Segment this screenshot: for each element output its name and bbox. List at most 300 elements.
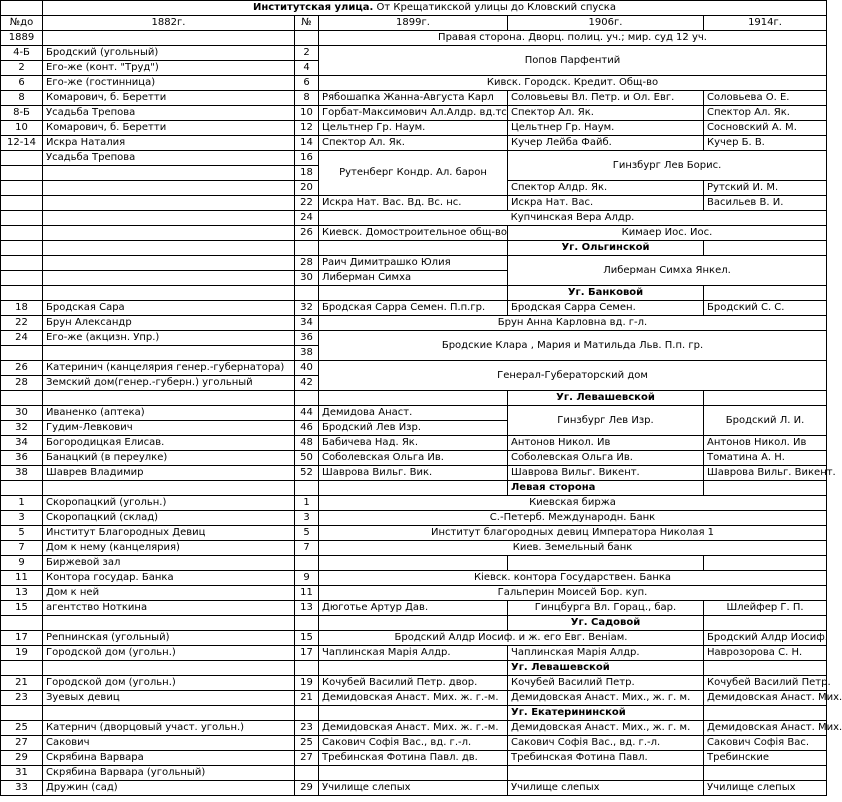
table-cell [43,196,295,211]
table-cell: 10 [295,106,319,121]
table-cell: Кіевск. контора Государствен. Банка [319,571,827,586]
table-row [1,76,827,91]
table-cell: 28 [295,256,319,271]
table-cell: 3 [295,511,319,526]
table-cell [295,391,319,406]
table-cell [295,766,319,781]
table-cell: Бродская Сарра Семен. П.п.гр. [319,301,508,316]
table-cell [1,196,43,211]
table-cell: Биржевой зал [43,556,295,571]
table-cell: 6 [295,76,319,91]
table-cell: Наврозорова С. Н. [704,646,827,661]
table-cell [319,556,508,571]
table-cell: 22 [1,316,43,331]
table-cell [704,241,827,256]
table-cell: Банацкий (в переулке) [43,451,295,466]
table-cell: 27 [1,736,43,751]
table-cell: Киевская биржа [319,496,827,511]
table-cell: Контора государ. Банка [43,571,295,586]
table-cell [704,481,827,496]
table-row [1,226,827,241]
table-cell: Городской дом (угольн.) [43,676,295,691]
table-cell: 36 [295,331,319,346]
table-cell [704,661,827,676]
header-1906: 1906г. [508,16,704,31]
table-cell: Сакович [43,736,295,751]
header-num-old: №до [1,16,43,31]
table-row [1,391,827,406]
table-cell [295,616,319,631]
header-1882: 1882г. [43,16,295,31]
table-cell: Искра Наталия [43,136,295,151]
table-cell: 46 [295,421,319,436]
table-cell: Брун Анна Карловна вд. г-л. [319,316,827,331]
table-cell: Требинская Фотина Павл. [508,751,704,766]
table-row [1,466,827,481]
table-cell: Горбат-Максимович Ал.Алдр. вд.тс [319,106,508,121]
table-cell: 9 [295,571,319,586]
table-cell: Шаврова Вильг. Викент. [508,466,704,481]
header-row [1,16,827,31]
table-cell [704,616,827,631]
table-cell: 15 [295,631,319,646]
table-cell: 33 [1,781,43,796]
header-1914: 1914г. [704,16,827,31]
table-cell: 3 [1,511,43,526]
table-cell: Дом к ней [43,586,295,601]
table-cell: Томатина А. Н. [704,451,827,466]
title-row [1,1,827,16]
table-cell: Либерман Симха [319,271,508,286]
table-cell: 1 [295,496,319,511]
table-cell: 27 [295,751,319,766]
table-cell: Сакович Софія Вас. [704,736,827,751]
table-row [1,46,827,61]
table-row [1,496,827,511]
table-cell [43,166,295,181]
table-cell: Требинские [704,751,827,766]
table-cell: 17 [1,631,43,646]
table-cell: Бродский Лев Изр. [319,421,508,436]
table-row [1,661,827,676]
table-cell: 30 [1,406,43,421]
table-cell: 19 [295,676,319,691]
table-cell [43,706,295,721]
table-cell [295,241,319,256]
table-cell [704,766,827,781]
table-cell: Катернич (дворцовый участ. угольн.) [43,721,295,736]
table-cell [43,481,295,496]
title-street-name: Институтская улица. [253,2,374,13]
table-cell: 2 [1,61,43,76]
table-cell [508,766,704,781]
table-cell: Спектор Алдр. Як. [508,181,704,196]
table-cell: Демидовская Анаст. Мих. ж. г.-м. [319,721,508,736]
table-row [1,736,827,751]
table-cell: Скрябина Варвара (угольный) [43,766,295,781]
table-cell: Училище слепых [704,781,827,796]
table-cell: 50 [295,451,319,466]
table-cell: Иваненко (аптека) [43,406,295,421]
table-cell: 32 [1,421,43,436]
table-cell: Либерман Симха Янкел. [508,256,827,286]
table-cell: 29 [1,751,43,766]
table-row [1,31,827,46]
table-cell: Дюготье Артур Дав. [319,601,508,616]
table-cell: 7 [1,541,43,556]
table-cell [319,391,508,406]
table-row [1,241,827,256]
table-cell: Демидовская Анаст. Мих. ж. г.-м. [319,691,508,706]
table-cell: Училище слепых [319,781,508,796]
table-cell [43,346,295,361]
table-cell: Институт благородных девиц Императора Николая 1 [319,526,827,541]
table-cell: 34 [295,316,319,331]
table-cell: Киев. Земельный банк [319,541,827,556]
table-cell: 23 [1,691,43,706]
table-cell: 44 [295,406,319,421]
table-cell: 13 [295,601,319,616]
table-cell: 1889 [1,31,43,46]
table-cell: Городской дом (угольн.) [43,646,295,661]
table-cell: Репнинская (угольный) [43,631,295,646]
table-cell [43,226,295,241]
table-cell: Антонов Никол. Ив [704,436,827,451]
title-description: От Крещатикской улицы до Кловский спуска [373,2,616,13]
table-cell [319,241,508,256]
table-cell [1,391,43,406]
table-cell: Чаплинская Марія Алдр. [508,646,704,661]
table-cell: 28 [1,376,43,391]
table-cell: Цельтнер Гр. Наум. [319,121,508,136]
table-cell [43,391,295,406]
table-cell: Уг. Ольгинской [508,241,704,256]
table-cell: Комарович, б. Беретти [43,121,295,136]
table-cell: Рутенберг Кондр. Ал. барон [319,151,508,196]
table-row [1,406,827,421]
table-cell: 11 [295,586,319,601]
table-cell: Сакович Софія Вас., вд. г.-л. [319,736,508,751]
header-num: № [295,16,319,31]
table-cell: 26 [1,361,43,376]
table-row [1,316,827,331]
table-cell: 25 [295,736,319,751]
table-cell: 10 [1,121,43,136]
table-cell: Гинзбург Лев Борис. [508,151,827,181]
table-cell: Гудим-Левкович [43,421,295,436]
table-cell: Уг. Банковой [508,286,704,301]
table-cell [1,166,43,181]
table-cell: Спектор Ал. Як. [704,106,827,121]
table-cell [319,481,508,496]
table-cell: Спектор Ал. Як. [508,106,704,121]
table-cell: Киевск. Домостроительное общ-во [319,226,508,241]
table-cell [1,181,43,196]
table-cell [1,616,43,631]
table-cell: Спектор Ал. Як. [319,136,508,151]
table-cell: Катеринич (канцелярия генер.-губернатора) [43,361,295,376]
table-row [1,286,827,301]
table-cell [43,286,295,301]
table-cell [295,556,319,571]
table-cell: Его-же (акцизн. Упр.) [43,331,295,346]
table-cell: Шаврова Вильг. Вик. [319,466,508,481]
table-cell: 13 [1,586,43,601]
table-cell [1,286,43,301]
table-cell: 42 [295,376,319,391]
table-cell: Кочубей Василий Петр. [508,676,704,691]
table-cell: Скоропацкий (угольн.) [43,496,295,511]
table-cell: Кучер Б. В. [704,136,827,151]
table-cell: Бродская Сара [43,301,295,316]
table-cell: 5 [295,526,319,541]
table-cell: Гальперин Моисей Бор. куп. [319,586,827,601]
table-cell [508,556,704,571]
table-cell: 36 [1,451,43,466]
table-cell: 12-14 [1,136,43,151]
table-cell [1,271,43,286]
table-cell: Соболевская Ольга Ив. [508,451,704,466]
table-cell: 38 [295,346,319,361]
table-cell: Цельтнер Гр. Наум. [508,121,704,136]
table-cell: Рябошапка Жанна-Августа Карл [319,91,508,106]
table-cell [43,616,295,631]
table-cell: 1 [1,496,43,511]
table-cell: Шаврова Вильг. Викент. [704,466,827,481]
table-cell: Зуевых девиц [43,691,295,706]
table-cell: Купчинская Вера Алдр. [319,211,827,226]
table-cell: Искра Нат. Вас. Вд. Вс. нс. [319,196,508,211]
table-cell: 16 [295,151,319,166]
table-row [1,766,827,781]
table-cell: Уг. Екатерининской [508,706,704,721]
table-row [1,481,827,496]
table-cell: Бродский Алдр Иосиф. и ж. его Евг. Веніам. [319,631,704,646]
table-cell: 38 [1,466,43,481]
table-cell: Соболевская Ольга Ив. [319,451,508,466]
table-cell: 24 [295,211,319,226]
table-row [1,136,827,151]
table-row [1,256,827,271]
table-cell [43,181,295,196]
table-cell: Раич Димитрашко Юлия [319,256,508,271]
table-cell: 15 [1,601,43,616]
table-cell: Сакович Софія Вас., вд. г.-л. [508,736,704,751]
table-cell [43,211,295,226]
table-cell [319,286,508,301]
table-row [1,631,827,646]
table-cell [295,661,319,676]
table-row [1,676,827,691]
table-cell [319,661,508,676]
table-cell: Уг. Левашевской [508,391,704,406]
table-row [1,781,827,796]
table-cell [1,241,43,256]
table-cell: Скоропацкий (склад) [43,511,295,526]
table-cell [1,346,43,361]
table-cell: 14 [295,136,319,151]
table-row [1,451,827,466]
table-cell: 30 [295,271,319,286]
table-cell: Рутский И. М. [704,181,827,196]
table-cell: Бродский (угольный) [43,46,295,61]
table-cell: 8-Б [1,106,43,121]
table-cell: 52 [295,466,319,481]
table-row [1,196,827,211]
table-cell: 21 [1,676,43,691]
table-row [1,361,827,376]
table-row [1,436,827,451]
table-cell: Генерал-Губераторский дом [319,361,827,391]
table-cell [319,706,508,721]
table-row [1,511,827,526]
table-row [1,721,827,736]
table-cell: 4-Б [1,46,43,61]
table-cell: 12 [295,121,319,136]
table-row [1,106,827,121]
table-cell: Демидовская Анаст. Мих., ж. г. м. [508,721,704,736]
table-cell: Кочубей Василий Петр. [704,676,827,691]
table-cell [1,226,43,241]
table-cell: Левая сторона [508,481,704,496]
table-cell: Демидова Анаст. [319,406,508,421]
table-cell: 2 [295,46,319,61]
table-cell: 18 [1,301,43,316]
table-cell: Искра Нат. Вас. [508,196,704,211]
table-cell [1,661,43,676]
table-cell: 40 [295,361,319,376]
table-row [1,331,827,346]
table-cell: Усадьба Трепова [43,106,295,121]
table-cell: Бродская Сарра Семен. [508,301,704,316]
table-cell: 29 [295,781,319,796]
table-cell [704,556,827,571]
table-cell: Попов Парфентий [319,46,827,76]
table-cell: Кучер Лейба Файб. [508,136,704,151]
table-cell: Кочубей Василий Петр. двор. [319,676,508,691]
table-cell [1,151,43,166]
table-cell [43,661,295,676]
table-cell: Кивск. Городск. Кредит. Общ-во [319,76,827,91]
table-cell: 22 [295,196,319,211]
table-row [1,301,827,316]
table-cell: Шаврев Владимир [43,466,295,481]
table-cell: Демидовская Анаст. Мих. [704,691,827,706]
table-cell [43,271,295,286]
table-cell: С.-Петерб. Международн. Банк [319,511,827,526]
table-cell: 8 [295,91,319,106]
table-row [1,691,827,706]
table-cell: Правая сторона. Дворц. полиц. уч.; мир. суд 12 уч. [319,31,827,46]
title-corner-cell [1,1,43,16]
table-cell: Соловьевы Вл. Петр. и Ол. Евг. [508,91,704,106]
table-cell [1,481,43,496]
table-row [1,571,827,586]
table-cell: 31 [1,766,43,781]
table-cell: 9 [1,556,43,571]
table-row [1,211,827,226]
table-cell: 48 [295,436,319,451]
table-cell: Богородицкая Елисав. [43,436,295,451]
table-cell [295,706,319,721]
table-cell: 24 [1,331,43,346]
table-cell: 17 [295,646,319,661]
table-cell: Бродский Алдр Иосиф. [704,631,827,646]
table-cell [43,256,295,271]
table-cell: агентство Ноткина [43,601,295,616]
table-row [1,556,827,571]
table-row [1,601,827,616]
table-cell: Уг. Садовой [508,616,704,631]
table-cell [704,286,827,301]
table-cell: Кимаер Иос. Иос. [508,226,827,241]
table-cell [295,481,319,496]
table-row [1,616,827,631]
table-row [1,751,827,766]
table-cell: Чаплинская Марія Алдр. [319,646,508,661]
table-cell: 8 [1,91,43,106]
table-cell [43,31,295,46]
table-cell: Демидовская Анаст. Мих., ж. г. м. [508,691,704,706]
table-cell: 34 [1,436,43,451]
table-cell: Его-же (гостинница) [43,76,295,91]
table-cell: Бабичева Над. Як. [319,436,508,451]
table-title [43,1,827,16]
table-cell: Бродский С. С. [704,301,827,316]
table-cell: Его-же (конт. "Труд") [43,61,295,76]
table-cell: Усадьба Трепова [43,151,295,166]
table-cell: Сосновский А. М. [704,121,827,136]
table-cell: Институт Благородных Девиц [43,526,295,541]
table-cell: Антонов Никол. Ив [508,436,704,451]
table-cell: Бродский Л. И. [704,406,827,436]
table-row [1,706,827,721]
table-cell: Гинцбурга Вл. Горац., бар. [508,601,704,616]
table-row [1,121,827,136]
table-cell: Демидовская Анаст. Мих. [704,721,827,736]
table-cell: Уг. Левашевской [508,661,704,676]
header-1899: 1899г. [319,16,508,31]
table-cell [704,706,827,721]
table-cell: 32 [295,301,319,316]
table-cell [1,706,43,721]
table-cell: Скрябина Варвара [43,751,295,766]
table-cell [295,286,319,301]
table-cell: Комарович, б. Беретти [43,91,295,106]
table-cell: 25 [1,721,43,736]
table-cell: 5 [1,526,43,541]
table-cell: Соловьева О. Е. [704,91,827,106]
table-cell: Васильев В. И. [704,196,827,211]
table-cell: 21 [295,691,319,706]
table-row [1,541,827,556]
table-cell: 11 [1,571,43,586]
table-cell: Дружин (сад) [43,781,295,796]
table-cell [43,241,295,256]
table-cell: Шлейфер Г. П. [704,601,827,616]
table-cell: 7 [295,541,319,556]
table-row [1,646,827,661]
table-cell [319,616,508,631]
table-cell: Гинзбург Лев Изр. [508,406,704,436]
table-cell: 4 [295,61,319,76]
table-cell [1,256,43,271]
table-cell: Училище слепых [508,781,704,796]
table-row [1,151,827,166]
table-cell [704,391,827,406]
table-row [1,91,827,106]
table-cell: Требинская Фотина Павл. дв. [319,751,508,766]
